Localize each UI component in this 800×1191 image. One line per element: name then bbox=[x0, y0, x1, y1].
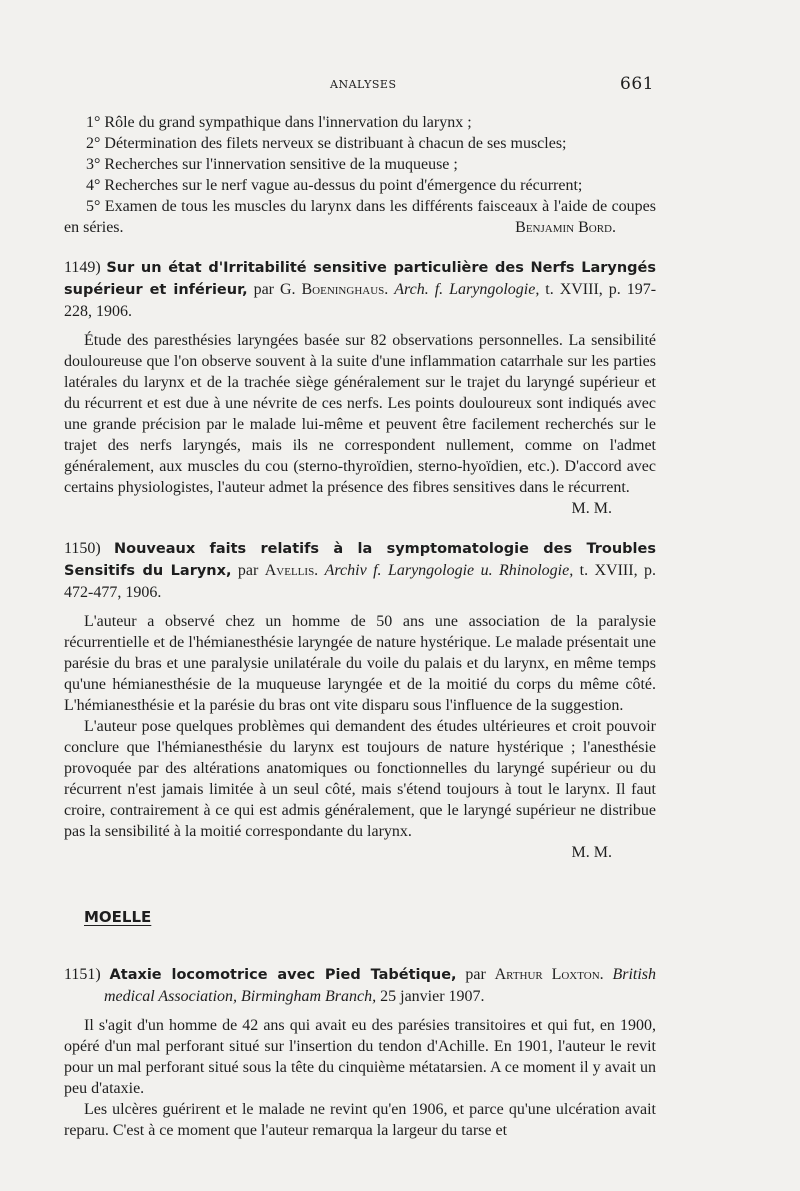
list-signature: Benjamin Bord. bbox=[515, 219, 616, 236]
entry-number: 1151) bbox=[64, 966, 101, 983]
entry-journal: Archiv f. Laryngologie u. Rhinologie, bbox=[324, 562, 574, 579]
entry-heading bbox=[64, 964, 656, 1007]
entry-author: Avellis. bbox=[264, 562, 319, 579]
entry-title: Ataxie locomotrice avec Pied Tabétique, bbox=[109, 967, 457, 983]
entry-paragraph: Il s'agit d'un homme de 42 ans qui avait eu des parésies transitoires et qui fut, en 1900, opéré d'un mal perforant situé sur l'insertion du tendon d'Achille. En 1901, l'auteur le revit pour un mal perforant situé sous la tête du cinquième métatarsien. A ce moment il y avait un peu d'ataxie. bbox=[64, 1017, 656, 1097]
list-item-text: 5° Examen de tous les muscles du larynx dans les différents faisceaux à l'aide de coupes en séries. bbox=[64, 198, 656, 236]
entry-details: t. XVIII, p. 197-228, 1906. bbox=[64, 281, 657, 320]
page-number: 661 bbox=[620, 74, 654, 94]
running-title: ANALYSES bbox=[330, 78, 397, 91]
entry-signature: M. M. bbox=[571, 844, 612, 861]
list-item bbox=[64, 196, 656, 238]
abstract-entry-1149 bbox=[64, 257, 656, 519]
entry-heading bbox=[64, 257, 656, 322]
abstract-entry-1151 bbox=[64, 964, 656, 1141]
page-content bbox=[64, 112, 656, 1141]
entry-details: 25 janvier 1907. bbox=[376, 988, 485, 1005]
entry-by: par G. bbox=[247, 281, 302, 298]
research-list bbox=[64, 112, 656, 238]
entry-paragraph: Les ulcères guérirent et le malade ne revint qu'en 1906, et parce qu'une ulcération avait reparu. C'est à ce moment que l'auteur remarqua la largeur du tarse et bbox=[64, 1101, 656, 1139]
abstract-entry-1150 bbox=[64, 538, 656, 863]
entry-author: Boeninghaus. bbox=[301, 281, 389, 298]
entry-by: par bbox=[231, 562, 265, 579]
entry-number: 1150) bbox=[64, 540, 101, 557]
entry-title: Nouveaux faits relatifs à la symptomatologie des Troubles Sensitifs du Larynx, bbox=[64, 541, 656, 579]
entry-by: par bbox=[456, 966, 495, 983]
entry-title: Sur un état d'Irritabilité sensitive particulière des Nerfs Laryngés supérieur et inférieur, bbox=[64, 260, 657, 298]
list-item: 3° Recherches sur l'innervation sensitive de la muqueuse ; bbox=[86, 156, 458, 173]
entry-paragraph: L'auteur a observé chez un homme de 50 ans une association de la paralysie récurrentielle et de l'hémianesthésie laryngée de nature hystérique. Le malade présentait une parésie du bras et une paralysie unilatérale du voile du palais et du larynx, en même temps qu'une hémianesthésie de la muqueuse laryngée et de la moitié du corps du même côté. L'hémianesthésie et la parésie du bras ont vite disparu sous l'influence de la suggestion. bbox=[64, 613, 656, 714]
entry-journal: British medical Association, Birmingham Branch, bbox=[104, 966, 657, 1005]
entry-paragraph: Étude des paresthésies laryngées basée sur 82 observations personnelles. La sensibilité douloureuse que l'on observe souvent à la suite d'une inflammation catarrhale sur les parties latérales du larynx et de la trachée siège généralement sur le trajet du laryngé supérieur et du récurrent et est due à une névrite de ces nerfs. Les points douloureux sont indiqués avec une grande précision par le malade lui-même et peuvent être facilement recherchés sur le trajet des nerfs laryngés, mais ils ne correspondent nullement, comme on l'admet généralement, aux muscles du cou (sterno-thyroïdien, sterno-hyoïdien, etc.). D'accord avec certains physiologistes, l'auteur admet la présence des fibres sensitives dans le récurrent. bbox=[64, 332, 656, 496]
entry-details: t. XVIII, p. 472-477, 1906. bbox=[64, 562, 656, 601]
list-item: 1° Rôle du grand sympathique dans l'innervation du larynx ; bbox=[86, 114, 472, 131]
entry-paragraph: L'auteur pose quelques problèmes qui demandent des études ultérieures et croit pouvoir conclure que l'hémianesthésie du larynx est toujours de nature hystérique ; l'anesthésie provoquée par des altérations anatomiques ou fonctionnelles du laryngé supérieur ou du récurrent n'est jamais limitée à un seul côté, mais s'étend toujours à tout le larynx. Il faut croire, contrairement à ce qui est admis généralement, que le laryngé supérieur ne distribue pas la sensibilité à la moitié correspondante du larynx. bbox=[64, 718, 656, 840]
list-item: 4° Recherches sur le nerf vague au-dessus du point d'émergence du récurrent; bbox=[86, 177, 583, 194]
entry-journal: Arch. f. Laryngologie, bbox=[394, 281, 540, 298]
entry-heading bbox=[64, 538, 656, 603]
section-heading: MOELLE bbox=[84, 908, 152, 926]
list-item: 2° Détermination des filets nerveux se distribuant à chacun de ses muscles; bbox=[86, 135, 567, 152]
entry-signature: M. M. bbox=[571, 500, 612, 517]
entry-number: 1149) bbox=[64, 259, 101, 276]
entry-author: Arthur Loxton. bbox=[494, 966, 604, 983]
